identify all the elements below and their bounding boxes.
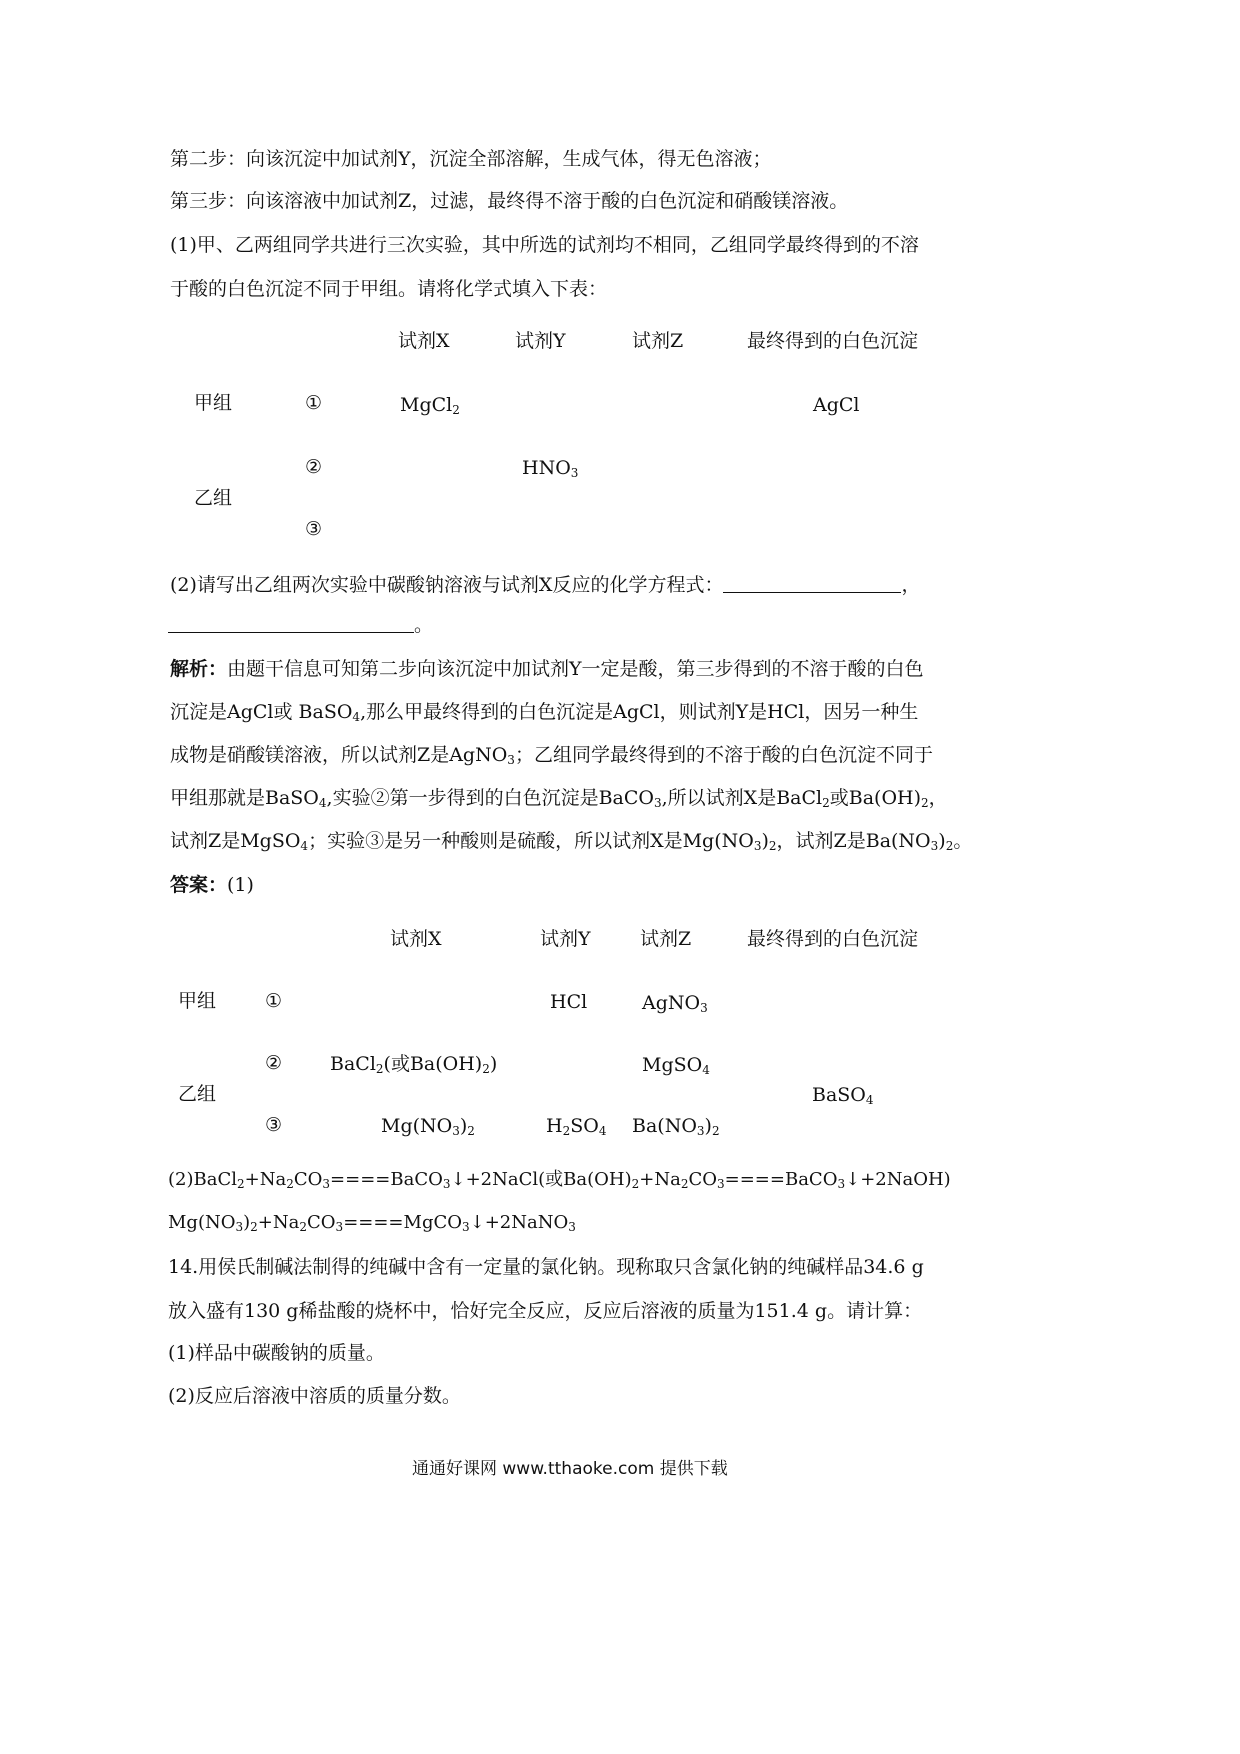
answer-line: 答案：(1) (170, 874, 254, 896)
table1-row1-x: MgCl$_2$ (400, 394, 460, 417)
equation-subscript: 3 (837, 1177, 846, 1191)
table1-row2-num: ② (305, 456, 323, 478)
equation-text: +Na (257, 1212, 300, 1233)
equation-text: CO (293, 1169, 323, 1190)
question2-line2: 。 (168, 612, 433, 638)
answer-label: 答案： (170, 874, 228, 896)
equation-subscript: 2 (680, 1177, 689, 1191)
table2-group-a: 甲组 (178, 990, 217, 1012)
table2-header-z: 试剂Z (640, 928, 692, 950)
table1-row1-precipitate: AgCl (813, 394, 860, 416)
step2-text: 第二步：向该沉淀中加试剂Y，沉淀全部溶解，生成气体，得无色溶液； (170, 148, 772, 170)
equation-text: ====MgCO (343, 1212, 462, 1233)
table2-row2-z: MgSO$_4$ (642, 1054, 710, 1077)
equation-subscript: 2 (299, 1220, 308, 1234)
equation-subscript: 2 (237, 1177, 245, 1191)
table1-row3-num: ③ (305, 518, 323, 540)
table2-group-b: 乙组 (178, 1083, 217, 1105)
equation-1 (168, 1167, 951, 1193)
table2-row2-x: BaCl$_2$(或$Ba(OH)_2$) (330, 1053, 498, 1076)
table1-group-b: 乙组 (194, 487, 233, 509)
equation-subscript: 3 (568, 1220, 576, 1234)
equation-subscript: 3 (335, 1220, 344, 1234)
equation-text: +Na (244, 1169, 287, 1190)
table2-header-y: 试剂Y (540, 928, 591, 950)
table1-group-a: 甲组 (194, 392, 233, 414)
problem14-line4: (2)反应后溶液中溶质的质量分数。 (168, 1385, 461, 1407)
table1-row1-num: ① (305, 392, 323, 414)
equation-subscript: 3 (462, 1220, 470, 1234)
table2-header-precipitate: 最终得到的白色沉淀 (747, 928, 919, 950)
problem14-line2: 放入盛有130 g稀盐酸的烧杯中，恰好完全反应，反应后溶液的质量为151.4 g。请计算： (168, 1300, 923, 1322)
equation-text: ↓+2NaCl(或Ba(OH) (450, 1169, 632, 1190)
analysis-line2: 沉淀是AgCl或 BaSO$_4$,那么甲最终得到的白色沉淀是AgCl，则试剂Y是HCl，因另一种生 (170, 701, 919, 724)
question2-line1: (2)请写出乙组两次实验中碳酸钠溶液与试剂X反应的化学方程式： ， (170, 574, 921, 596)
question1-line2: 于酸的白色沉淀不同于甲组。请将化学式填入下表： (170, 278, 608, 300)
table2-header-x: 试剂X (390, 928, 442, 950)
page-footer: 通通好课网 www.tthaoke.com 提供下载 (412, 1459, 728, 1479)
table1-row2-y: $HNO_3$ (522, 457, 579, 480)
table2-row2-num: ② (265, 1052, 283, 1074)
table2-row1-z: AgNO$_3$ (642, 992, 708, 1015)
analysis-line1: 解析：由题干信息可知第二步向该沉淀中加试剂Y一定是酸，第三步得到的不溶于酸的白色 (170, 658, 924, 680)
analysis-line4: 甲组那就是BaSO$_4$,实验②第一步得到的白色沉淀是BaCO$_3$,所以试剂X是BaCl$_2$或$Ba(OH)_2$， (170, 787, 948, 810)
equation-text: (2)BaCl (168, 1169, 237, 1190)
equation-text: CO (307, 1212, 336, 1233)
equation-2 (168, 1210, 576, 1236)
table2-row3-z: $Ba(NO_3)_2$ (632, 1115, 720, 1138)
equation-subscript: 2 (286, 1177, 294, 1191)
equation-text: CO (688, 1169, 717, 1190)
table1-header-x: 试剂X (398, 330, 450, 352)
answer-blank-2[interactable] (168, 612, 414, 633)
table2-row1-y: HCl (550, 991, 588, 1013)
equation-text: ↓+2NaNO (469, 1212, 569, 1233)
equation-text: Mg(NO (168, 1212, 236, 1233)
equation-text: ====BaCO (330, 1169, 443, 1190)
equation-text: +Na (639, 1169, 681, 1190)
question1-line1: (1)甲、乙两组同学共进行三次实验，其中所选的试剂均不相同，乙组同学最终得到的不溶 (170, 234, 919, 256)
equation-subscript: 2 (631, 1177, 640, 1191)
table2-precipitate-b: BaSO$_4$ (812, 1084, 874, 1107)
problem14-line1: 14.用侯氏制碱法制得的纯碱中含有一定量的氯化钠。现称取只含氯化钠的纯碱样品34.6 g (168, 1256, 924, 1278)
table1-header-y: 试剂Y (515, 330, 566, 352)
table2-row1-num: ① (265, 990, 283, 1012)
equation-subscript: 3 (717, 1177, 725, 1191)
analysis-label: 解析： (170, 658, 228, 680)
analysis-line5: 试剂Z是MgSO$_4$；实验③是另一种酸则是硫酸，所以试剂X是$Mg(NO_3)_2$，试剂Z是$Ba(NO_3)_2$。 (170, 830, 973, 853)
answer-blank-1[interactable] (723, 572, 901, 593)
analysis-line3: 成物是硝酸镁溶液，所以试剂Z是AgNO$_3$；乙组同学最终得到的不溶于酸的白色沉淀不同于 (170, 744, 933, 767)
step3-text: 第三步：向该溶液中加试剂Z，过滤，最终得不溶于酸的白色沉淀和硝酸镁溶液。 (170, 190, 849, 212)
table2-row3-y: $H_2SO_4$ (546, 1115, 607, 1138)
equation-subscript: 2 (250, 1220, 258, 1234)
table1-header-precipitate: 最终得到的白色沉淀 (747, 330, 919, 352)
equation-text: ↓+2NaOH) (845, 1169, 951, 1190)
equation-text: ====BaCO (724, 1169, 838, 1190)
problem14-line3: (1)样品中碳酸钠的质量。 (168, 1342, 385, 1364)
equation-subscript: 3 (442, 1177, 451, 1191)
table2-row3-x: $Mg(NO_3)_2$ (381, 1115, 475, 1138)
table2-row3-num: ③ (265, 1114, 283, 1136)
equation-text: ) (243, 1212, 251, 1233)
equation-subscript: 3 (235, 1220, 244, 1234)
equation-subscript: 3 (322, 1177, 331, 1191)
table1-header-z: 试剂Z (632, 330, 684, 352)
